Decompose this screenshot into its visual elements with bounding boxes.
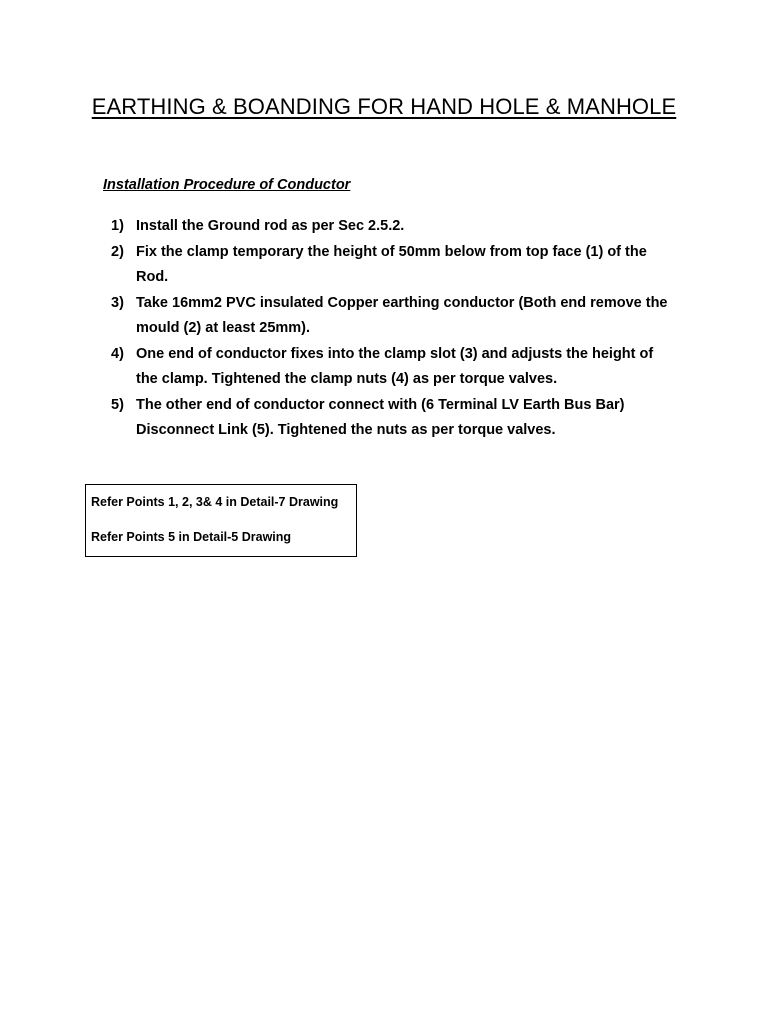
step-number: 4): [111, 345, 124, 362]
step-text: Take 16mm2 PVC insulated Copper earthing conductor (Both end remove the mould (2) at least 25mm).: [136, 294, 668, 336]
procedure-step-2: [111, 240, 711, 291]
procedure-step-4: [111, 342, 711, 393]
step-text: One end of conductor fixes into the clamp slot (3) and adjusts the height of the clamp. Tightened the clamp nuts (4) as per torque valves.: [136, 345, 654, 387]
step-text: Install the Ground rod as per Sec 2.5.2.: [136, 218, 405, 234]
procedure-step-3: [111, 291, 711, 342]
procedure-step-1: [111, 214, 711, 240]
section-heading: Installation Procedure of Conductor: [103, 177, 351, 193]
refer-line-detail-7: Refer Points 1, 2, 3& 4 in Detail-7 Drawing: [91, 495, 339, 509]
procedure-step-5: [111, 393, 711, 444]
page-title: EARTHING & BOANDING FOR HAND HOLE & MANHOLE: [91, 94, 677, 119]
step-number: 2): [111, 243, 124, 260]
procedure-steps-list: [111, 214, 711, 444]
step-number: 5): [111, 396, 124, 413]
step-number: 1): [111, 218, 124, 234]
refer-line-detail-5: Refer Points 5 in Detail-5 Drawing: [91, 530, 292, 544]
step-text: The other end of conductor connect with (6 Terminal LV Earth Bus Bar) Disconnect Link (5). Tightened the nuts as per torque valves.: [136, 396, 625, 438]
step-text: Fix the clamp temporary the height of 50mm below from top face (1) of the Rod.: [136, 243, 647, 285]
refer-points-box: [85, 484, 357, 557]
step-number: 3): [111, 294, 124, 311]
